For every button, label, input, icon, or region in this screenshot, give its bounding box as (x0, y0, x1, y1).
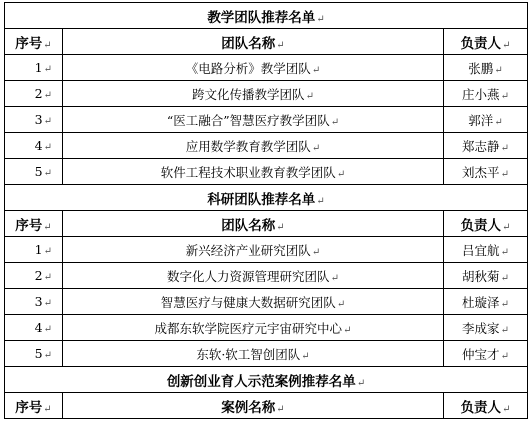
header-index (5, 393, 63, 419)
header-index (5, 29, 63, 55)
paragraph-mark-icon: ↵ (43, 64, 52, 75)
header-name-text: 团队名称 (221, 217, 276, 234)
row-name-text: 东软·软工智创团队 (196, 346, 301, 362)
recommendation-table (4, 2, 528, 419)
row-leader-text: 张鹏 (468, 60, 494, 76)
header-leader (444, 211, 528, 237)
row-leader (444, 159, 528, 185)
header-row (5, 211, 528, 237)
paragraph-mark-icon: ↵ (494, 64, 503, 76)
paragraph-mark-icon: ↵ (500, 272, 509, 284)
section-title (5, 3, 528, 29)
row-leader (444, 133, 528, 159)
row-index (5, 341, 63, 367)
row-index-text: 2 (34, 268, 43, 283)
paragraph-mark-icon: ↵ (43, 272, 52, 283)
paragraph-mark-icon: ↵ (336, 168, 346, 180)
header-name-text: 团队名称 (221, 35, 276, 52)
row-leader-text: 郭洋 (468, 112, 494, 128)
row-leader-text: 胡秋菊 (462, 268, 500, 284)
paragraph-mark-icon: ↵ (500, 246, 509, 258)
paragraph-mark-icon: ↵ (502, 403, 511, 415)
row-index (5, 289, 63, 315)
paragraph-mark-icon: ↵ (305, 90, 314, 102)
table-row (5, 341, 528, 367)
paragraph-mark-icon: ↵ (43, 324, 52, 335)
row-leader-text: 庄小燕 (462, 86, 500, 102)
paragraph-mark-icon: ↵ (276, 221, 285, 233)
paragraph-mark-icon: ↵ (43, 403, 52, 415)
paragraph-mark-icon: ↵ (500, 142, 509, 154)
row-name-text: “医工融合”智慧医疗教学团队 (166, 112, 330, 128)
row-name-text: 成都东软学院医疗元宇宙研究中心 (154, 320, 343, 336)
table-row (5, 159, 528, 185)
paragraph-mark-icon: ↵ (43, 246, 52, 257)
table-row (5, 81, 528, 107)
table-row (5, 289, 528, 315)
paragraph-mark-icon: ↵ (311, 142, 321, 154)
table-row (5, 55, 528, 81)
header-name-text: 案例名称 (221, 399, 276, 416)
paragraph-mark-icon: ↵ (330, 116, 340, 128)
section-title-row (5, 367, 528, 393)
row-leader (444, 237, 528, 263)
paragraph-mark-icon: ↵ (316, 195, 325, 207)
paragraph-mark-icon: ↵ (502, 39, 511, 51)
paragraph-mark-icon: ↵ (343, 324, 352, 336)
section-title-text: 教学团队推荐名单 (207, 9, 316, 26)
header-leader-text: 负责人 (460, 399, 502, 416)
paragraph-mark-icon: ↵ (311, 64, 321, 76)
row-index (5, 81, 63, 107)
table-row (5, 315, 528, 341)
row-name (63, 289, 444, 315)
paragraph-mark-icon: ↵ (500, 298, 509, 310)
paragraph-mark-icon: ↵ (500, 90, 509, 102)
section-title-row (5, 185, 528, 211)
table-row (5, 133, 528, 159)
header-leader (444, 393, 528, 419)
section-title (5, 185, 528, 211)
row-leader (444, 55, 528, 81)
row-name-text: 跨文化传播教学团队 (192, 86, 305, 102)
header-leader-text: 负责人 (460, 217, 502, 234)
paragraph-mark-icon: ↵ (276, 403, 285, 415)
paragraph-mark-icon: ↵ (500, 168, 509, 180)
paragraph-mark-icon: ↵ (330, 272, 339, 284)
paragraph-mark-icon: ↵ (43, 116, 52, 127)
paragraph-mark-icon: ↵ (494, 116, 503, 128)
row-index-text: 3 (34, 294, 43, 309)
header-name (63, 393, 444, 419)
row-name (63, 107, 444, 133)
row-index (5, 107, 63, 133)
row-index (5, 133, 63, 159)
row-leader-text: 仲宝才 (462, 346, 500, 362)
header-leader-text: 负责人 (460, 35, 502, 52)
paragraph-mark-icon: ↵ (500, 350, 509, 362)
row-name (63, 315, 444, 341)
paragraph-mark-icon: ↵ (43, 350, 52, 361)
row-index-text: 5 (34, 346, 43, 361)
row-leader (444, 315, 528, 341)
row-index-text: 4 (34, 320, 43, 335)
header-index-text: 序号 (15, 35, 43, 52)
section-title-text: 科研团队推荐名单 (207, 191, 316, 208)
row-index-text: 3 (34, 112, 43, 127)
section-title-row (5, 3, 528, 29)
paragraph-mark-icon: ↵ (43, 168, 52, 179)
row-index-text: 2 (34, 86, 43, 101)
paragraph-mark-icon: ↵ (356, 377, 366, 389)
row-name-text: 软件工程技术职业教育教学团队 (160, 164, 336, 180)
row-index-text: 1 (34, 242, 43, 257)
row-index-text: 4 (34, 138, 43, 153)
row-leader-text: 郑志静 (462, 138, 500, 154)
row-name-text: 应用数学教育教学团队 (185, 138, 311, 154)
paragraph-mark-icon: ↵ (311, 246, 321, 258)
row-index (5, 263, 63, 289)
paragraph-mark-icon: ↵ (43, 39, 52, 51)
header-leader (444, 29, 528, 55)
paragraph-mark-icon: ↵ (301, 350, 310, 362)
row-name (63, 341, 444, 367)
header-row (5, 29, 528, 55)
paragraph-mark-icon: ↵ (43, 90, 52, 101)
row-leader-text: 吕宜航 (462, 242, 500, 258)
paragraph-mark-icon: ↵ (336, 298, 346, 310)
section-title-text: 创新创业育人示范案例推荐名单 (166, 373, 356, 390)
paragraph-mark-icon: ↵ (500, 324, 509, 336)
row-leader (444, 289, 528, 315)
row-leader (444, 107, 528, 133)
paragraph-mark-icon: ↵ (502, 221, 511, 233)
table-row (5, 263, 528, 289)
paragraph-mark-icon: ↵ (43, 298, 52, 309)
row-leader (444, 81, 528, 107)
row-index (5, 315, 63, 341)
row-index-text: 5 (34, 164, 43, 179)
row-name-text: 数字化人力资源管理研究团队 (167, 268, 330, 284)
header-index-text: 序号 (15, 399, 43, 416)
header-row (5, 393, 528, 419)
paragraph-mark-icon: ↵ (316, 13, 325, 25)
row-name-text: 智慧医疗与健康大数据研究团队 (160, 294, 336, 310)
row-leader-text: 刘杰平 (462, 164, 500, 180)
row-leader (444, 263, 528, 289)
row-index (5, 237, 63, 263)
row-name (63, 55, 444, 81)
row-name-text: 新兴经济产业研究团队 (185, 242, 311, 258)
table-row (5, 107, 528, 133)
paragraph-mark-icon: ↵ (276, 39, 285, 51)
row-name (63, 133, 444, 159)
table-body (5, 3, 528, 419)
header-index (5, 211, 63, 237)
row-name (63, 159, 444, 185)
row-name-text: 《电路分析》教学团队 (185, 60, 311, 76)
row-leader-text: 李成家 (462, 320, 500, 336)
row-leader (444, 341, 528, 367)
header-name (63, 29, 444, 55)
row-name (63, 263, 444, 289)
row-name (63, 237, 444, 263)
table-row (5, 237, 528, 263)
header-index-text: 序号 (15, 217, 43, 234)
row-index-text: 1 (34, 60, 43, 75)
row-leader-text: 杜璇泽 (462, 294, 500, 310)
row-name (63, 81, 444, 107)
row-index (5, 55, 63, 81)
header-name (63, 211, 444, 237)
row-index (5, 159, 63, 185)
paragraph-mark-icon: ↵ (43, 142, 52, 153)
paragraph-mark-icon: ↵ (43, 221, 52, 233)
section-title (5, 367, 528, 393)
